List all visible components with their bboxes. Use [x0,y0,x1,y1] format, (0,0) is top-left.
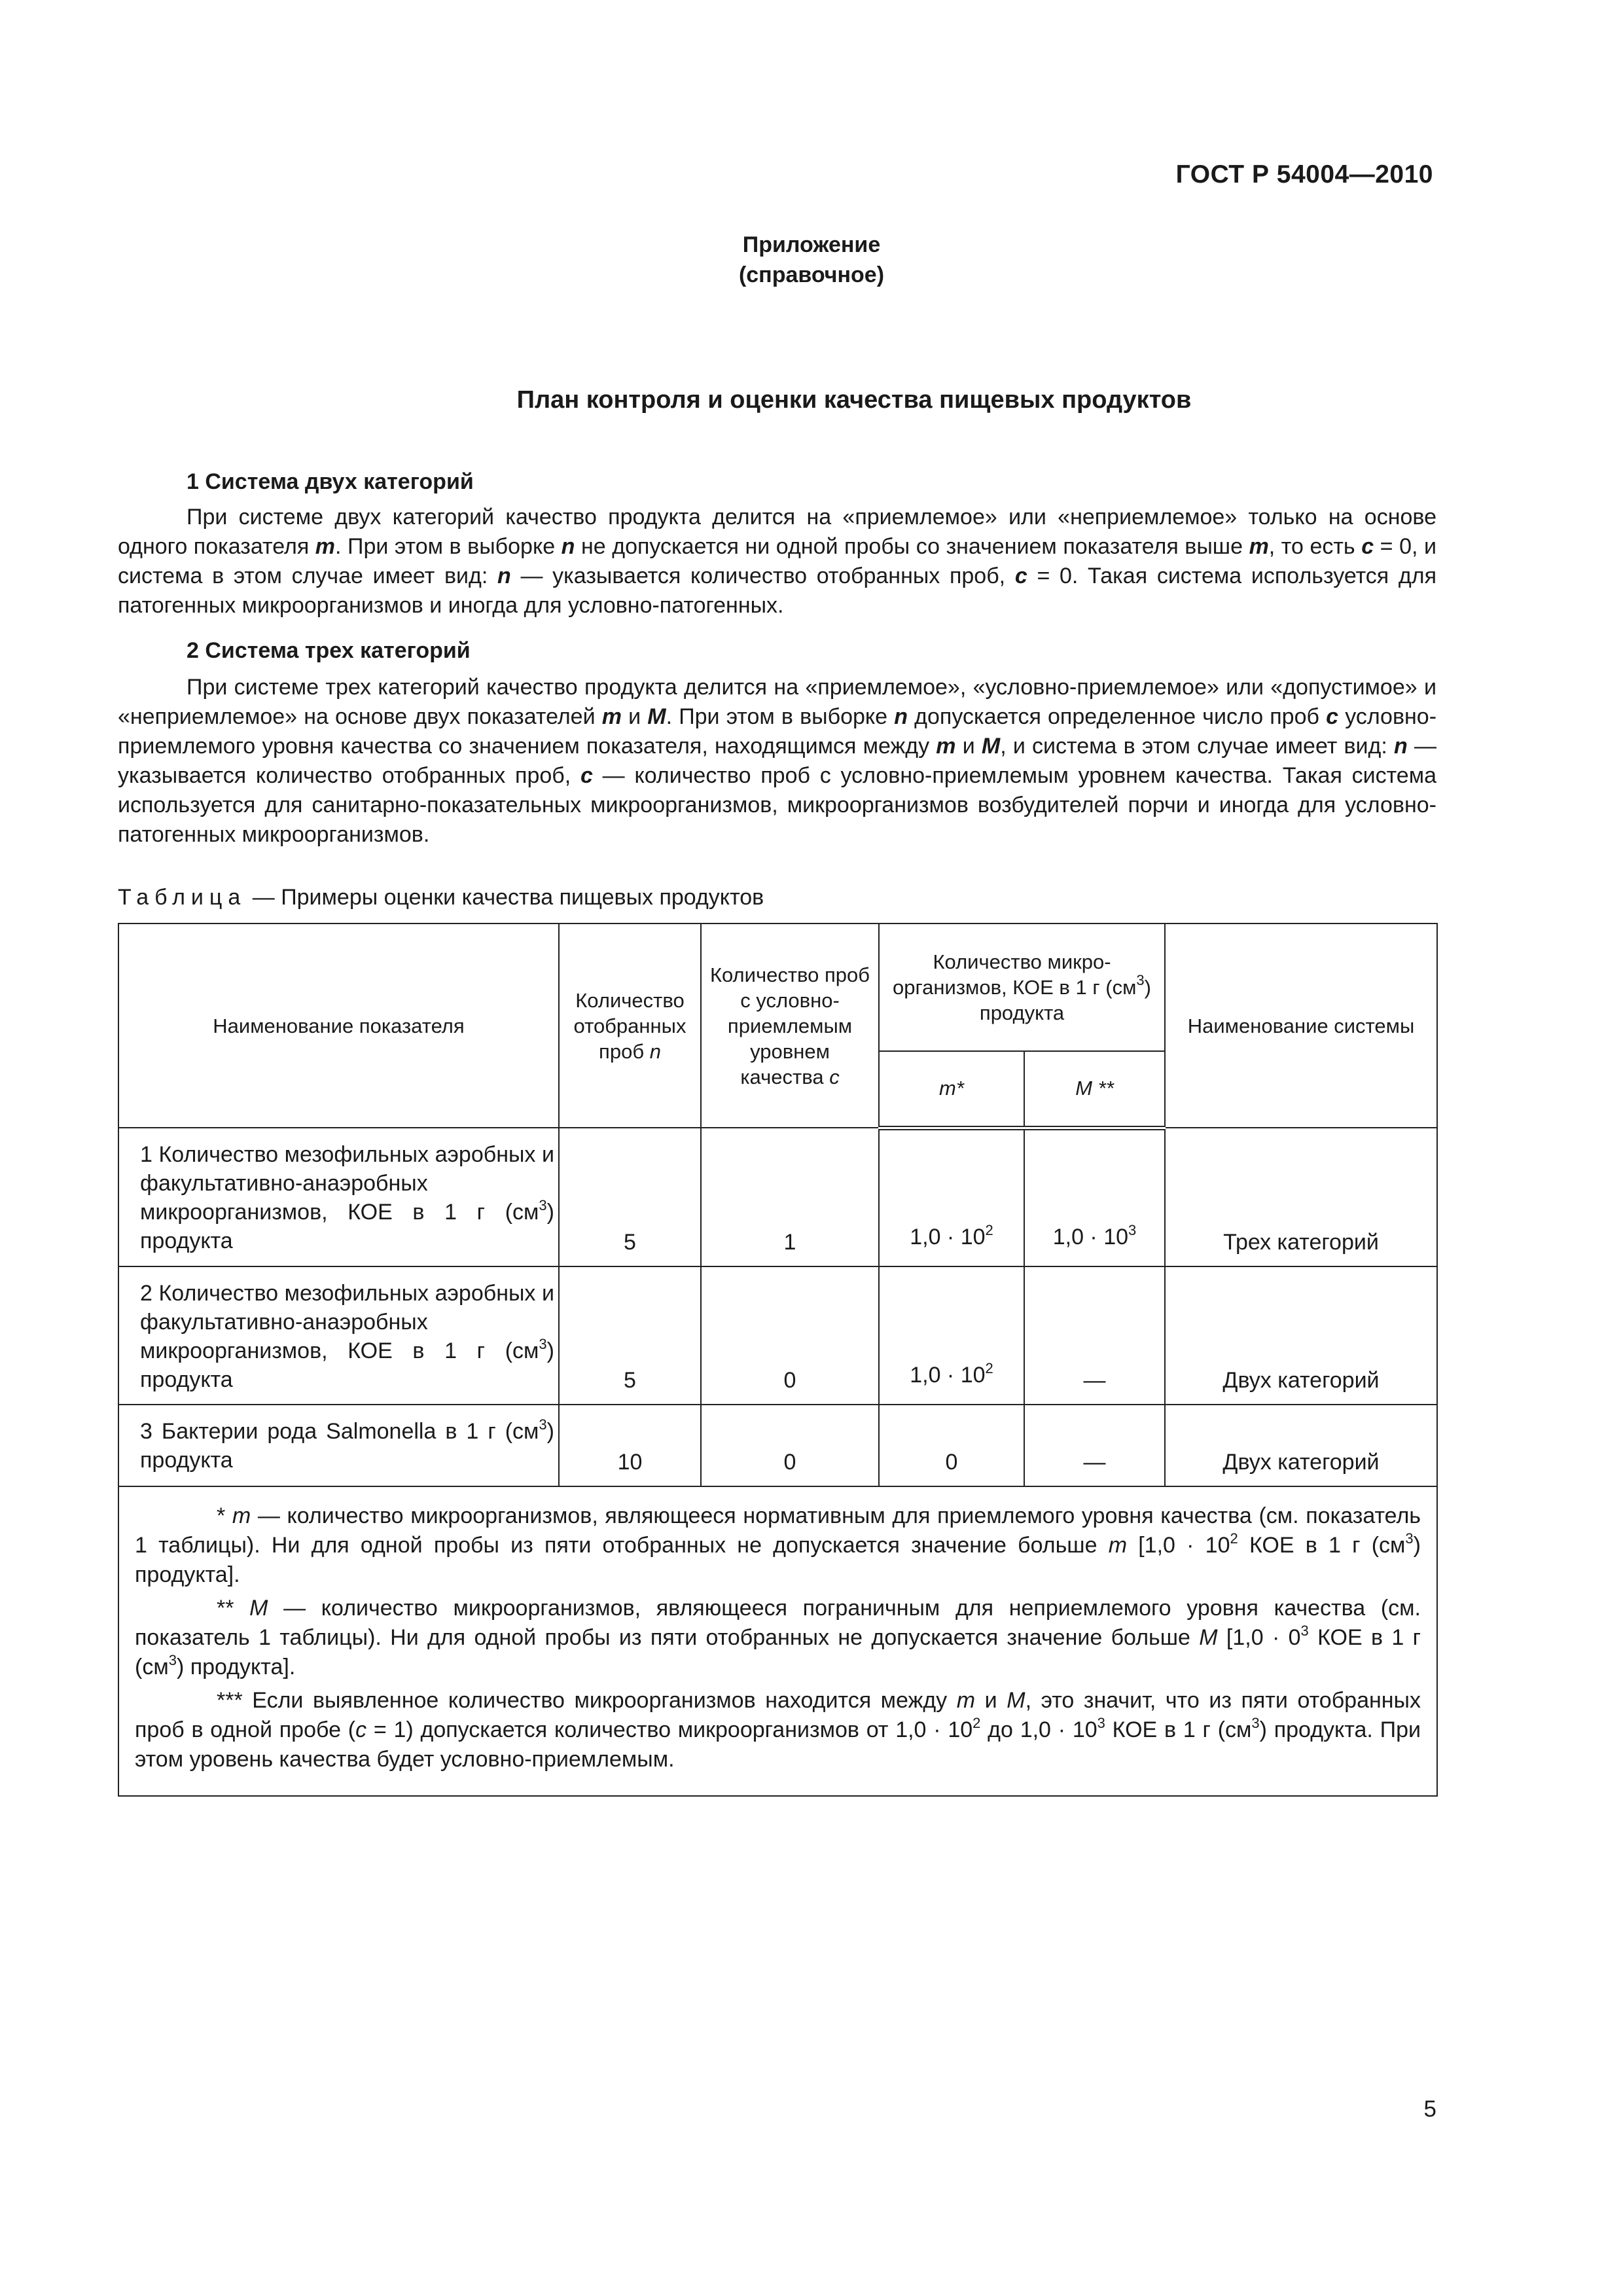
row-system-name: Двух категорий [1165,1266,1437,1405]
row-samples-count: 10 [559,1405,701,1486]
footnote-between: *** Если выявленное количество микроорганизмов находится между m и M, это значит, что из пяти отобранных проб в одной пробе (c = 1) допускается количество микроорганизмов от $1,0 \cdot 10^2$ до $1,0 \cdot 10^3$ КОЕ в 1 г $(см^3)$ продукта. При этом уровень качества будет условно-приемлемым. [135,1688,1421,1772]
header-samples-count: Количество отобранных проб n [559,924,701,1128]
annex-subtitle: (справочное) [738,262,885,287]
row-indicator-name: 3 Бактерии рода Salmonella в 1 г $(см^3)$ продукта [118,1405,559,1486]
table-footnotes [118,1486,1437,1796]
header-system-name: Наименование системы [1165,924,1437,1128]
row-M-value: — [1024,1266,1165,1405]
row-m-value: $1,0 \cdot 10^2$ [879,1128,1024,1266]
row-M-value: $1,0 \cdot 10^3$ [1024,1128,1165,1266]
row-system-name: Двух категорий [1165,1405,1437,1486]
section-1-paragraph: При системе двух категорий качество продукта делится на «приемлемое» или «неприемлемое» только на основе одного показателя m. При этом в выборке n не допускается ни одной пробы со значением показателя выше m, то есть c = 0, и система в этом случае имеет вид: n — указывается количество отобранных проб, c = 0. Такая система используется для патогенных микроорганизмов и иногда для условно-патогенных. [118,505,1436,618]
header-indicator-name: Наименование показателя [118,924,559,1128]
header-conditional-samples: Количество проб с условно-приемлемым уровнем качества c [701,924,879,1128]
header-m-small: m* [879,1051,1024,1128]
footnote-m: * m — количество микроорганизмов, являющееся нормативным для приемлемого уровня качества (см. показатель 1 таблицы). Ни для одной пробы из пяти отобранных не допускается значение больше m [$1,0 \cdot 10^2$ КОЕ в 1 г $(см^3)$ продукта]. [135,1503,1421,1587]
table-row [118,1128,1437,1266]
section-2-heading: 2 Система трех категорий [187,638,471,663]
page-number: 5 [1423,2096,1436,2122]
row-m-value: 0 [879,1405,1024,1486]
row-conditional-samples: 0 [701,1266,879,1405]
standard-number: ГОСТ Р 54004—2010 [1175,160,1433,188]
row-samples-count: 5 [559,1128,701,1266]
row-samples-count: 5 [559,1266,701,1405]
row-system-name: Трех категорий [1165,1128,1437,1266]
row-m-value: $1,0 \cdot 10^2$ [879,1266,1024,1405]
header-microorganism-count: Количество микро-организмов, КОЕ в 1 г $(см^3)$ продукта [879,924,1165,1051]
header-m-big: M ** [1024,1051,1165,1128]
section-1-heading: 1 Система двух категорий [187,469,474,494]
row-conditional-samples: 1 [701,1128,879,1266]
annex-title: Приложение [742,232,881,257]
row-indicator-name: 1 Количество мезофильных аэробных и факультативно-анаэробных микроорганизмов, КОЕ в 1 г $(см^3)$ продукта [118,1128,559,1266]
footnote-M: ** M — количество микроорганизмов, являющееся пограничным для неприемлемого уровня качества (см. показатель 1 таблицы). Ни для одной пробы из пяти отобранных не допускается значение больше M [$1,0 \cdot 0^3$ КОЕ в 1 г $(см^3)$ продукта]. [135,1596,1421,1679]
row-M-value: — [1024,1405,1165,1486]
table-caption: Таблица — Примеры оценки качества пищевых продуктов [118,885,764,910]
table-row [118,1266,1437,1405]
section-2-paragraph: При системе трех категорий качество продукта делится на «приемлемое», «условно-приемлемое» или «допустимое» и «неприемлемое» на основе двух показателей m и M. При этом в выборке n допускается определенное число проб c условно-приемлемого уровня качества со значением показателя, находящимся между m и M, и система в этом случае имеет вид: n — указывается количество отобранных проб, c — количество проб с условно-приемлемым уровнем качества. Такая система используется для санитарно-показательных микроорганизмов, микроорганизмов возбудителей порчи и иногда для условно-патогенных микроорганизмов. [118,675,1437,847]
row-conditional-samples: 0 [701,1405,879,1486]
quality-assessment-table [118,923,1438,1797]
table-row [118,1405,1437,1486]
row-indicator-name: 2 Количество мезофильных аэробных и факультативно-анаэробных микроорганизмов, КОЕ в 1 г $(см^3)$ продукта [118,1266,559,1405]
document-title: План контроля и оценки качества пищевых продуктов [516,386,1192,414]
